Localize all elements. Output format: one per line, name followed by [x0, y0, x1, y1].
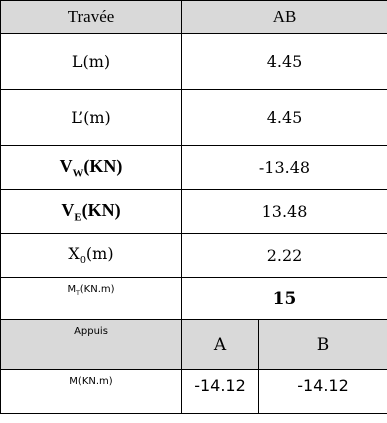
row-label-vw	[1, 146, 182, 190]
table-row	[1, 146, 387, 190]
label-tail: (KN.m)	[79, 284, 115, 295]
table-row	[1, 278, 387, 320]
label-sub: 0	[79, 255, 86, 267]
appuis-label: Appuis	[1, 320, 182, 370]
label-sub: E	[74, 211, 82, 224]
row-value-ve: 13.48	[182, 190, 387, 234]
moments-row	[1, 370, 387, 414]
row-value-mt: 15	[182, 278, 387, 320]
label-tail: (KN)	[83, 155, 123, 176]
header-row	[1, 1, 387, 34]
label-main: X	[68, 244, 80, 264]
table-row	[1, 234, 387, 278]
table-row	[1, 90, 387, 146]
row-label-ve	[1, 190, 182, 234]
row-label-length: L(m)	[1, 34, 182, 90]
table-row	[1, 190, 387, 234]
appuis-a: A	[182, 320, 259, 370]
moments-label: M(KN.m)	[1, 370, 182, 414]
appuis-b: B	[259, 320, 387, 370]
row-value-x0: 2.22	[182, 234, 387, 278]
label-main: M	[67, 284, 77, 295]
label-tail: (KN)	[81, 199, 121, 220]
label-tail: (m)	[85, 244, 114, 264]
header-label: Travée	[1, 1, 182, 34]
moments-b: -14.12	[259, 370, 387, 414]
appuis-row	[1, 320, 387, 370]
header-value: AB	[182, 1, 387, 34]
label-sub: W	[72, 167, 84, 180]
row-label-mt	[1, 278, 182, 320]
row-value-length-prime: 4.45	[182, 90, 387, 146]
moments-a: -14.12	[182, 370, 259, 414]
row-label-length-prime: L’(m)	[1, 90, 182, 146]
row-value-vw: -13.48	[182, 146, 387, 190]
label-main: V	[59, 155, 73, 176]
table-row	[1, 34, 387, 90]
label-sub: T	[76, 290, 80, 297]
label-main: V	[61, 199, 75, 220]
row-value-length: 4.45	[182, 34, 387, 90]
row-label-x0	[1, 234, 182, 278]
